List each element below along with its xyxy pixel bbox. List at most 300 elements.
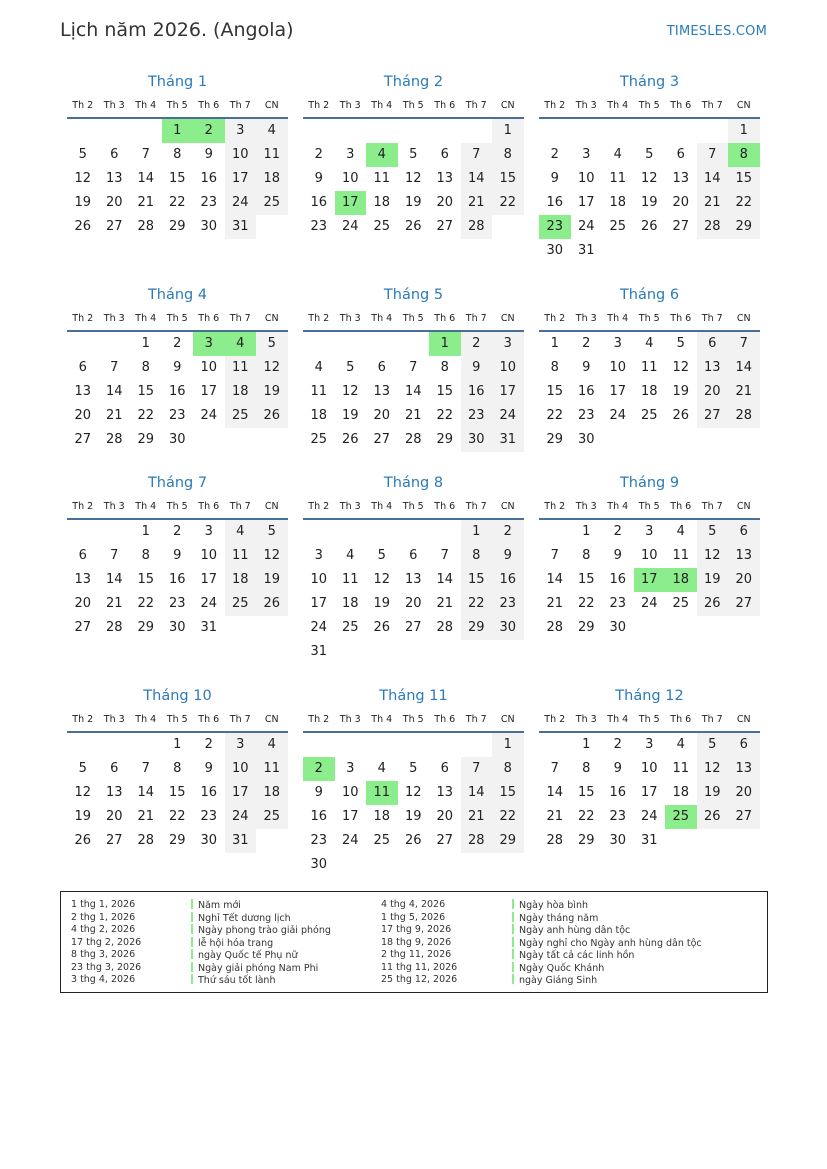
day-cell: 29 — [168, 219, 186, 234]
day-cell: 5 — [409, 761, 418, 776]
legend-holiday-row — [512, 949, 702, 962]
legend-date: 1 thg 1, 2026 — [71, 899, 136, 910]
legend-date: 1 thg 5, 2026 — [381, 911, 446, 923]
day-cell: 16 — [546, 195, 564, 210]
legend-holiday-name: Thứ sáu tốt lành — [198, 975, 276, 986]
empty-cell — [130, 733, 162, 757]
day-cell: 22 — [168, 809, 186, 824]
weekday-label: Th 5 — [638, 501, 660, 512]
weekday-label: Th 3 — [575, 501, 597, 512]
day-cell: 11 — [609, 171, 627, 186]
empty-cell — [665, 119, 697, 143]
day-cell: 9 — [550, 171, 559, 186]
holiday-day-cell: 18 — [665, 568, 697, 592]
day-cell: 19 — [404, 195, 422, 210]
day-cell: 6 — [78, 548, 87, 563]
empty-cell — [130, 119, 162, 143]
weekday-label: CN — [264, 714, 279, 725]
empty-cell — [366, 520, 398, 544]
holiday-marker-icon — [512, 937, 514, 947]
legend-holiday-name: lễ hội hóa trang — [198, 937, 274, 949]
day-cell: 16 — [310, 195, 328, 210]
weekday-label: Th 6 — [670, 313, 692, 324]
day-cell: 21 — [546, 596, 564, 611]
day-cell: 26 — [74, 833, 92, 848]
day-cell: 5 — [697, 520, 729, 544]
day-cell: 3 — [346, 147, 355, 162]
day-cell: 4 — [676, 737, 685, 752]
weekday-label: Th 7 — [229, 501, 251, 512]
day-cell: 3 — [225, 119, 257, 143]
day-cell: 21 — [728, 380, 760, 404]
day-grid — [67, 520, 288, 640]
day-cell: 7 — [141, 761, 150, 776]
day-cell: 23 — [200, 809, 218, 824]
holiday-day-cell: 1 — [429, 332, 461, 356]
day-grid — [303, 332, 524, 452]
day-cell: 29 — [492, 829, 524, 853]
empty-cell — [67, 520, 99, 544]
day-cell: 21 — [697, 191, 729, 215]
day-cell: 27 — [728, 805, 760, 829]
day-cell: 9 — [173, 360, 182, 375]
weekday-header — [303, 95, 524, 119]
day-cell: 30 — [577, 432, 595, 447]
day-cell: 7 — [550, 548, 559, 563]
month-title: Tháng 12 — [615, 688, 684, 704]
day-cell: 4 — [377, 761, 386, 776]
weekday-header — [539, 95, 760, 119]
empty-cell — [398, 733, 430, 757]
day-cell: 19 — [640, 195, 658, 210]
day-cell: 26 — [256, 404, 288, 428]
legend-holiday-name: ngày Giáng Sinh — [519, 975, 598, 986]
weekday-header — [303, 496, 524, 520]
day-cell: 16 — [577, 384, 595, 399]
day-cell: 15 — [137, 572, 155, 587]
day-cell: 8 — [582, 548, 591, 563]
day-cell: 5 — [697, 733, 729, 757]
day-cell: 27 — [697, 404, 729, 428]
day-cell: 28 — [546, 833, 564, 848]
day-cell: 21 — [436, 596, 454, 611]
day-cell: 15 — [492, 167, 524, 191]
day-cell: 7 — [110, 548, 119, 563]
day-cell: 7 — [110, 360, 119, 375]
day-cell: 25 — [256, 805, 288, 829]
day-cell: 2 — [613, 737, 622, 752]
day-cell: 2 — [173, 336, 182, 351]
day-cell: 13 — [74, 384, 92, 399]
day-cell: 2 — [582, 336, 591, 351]
day-cell: 10 — [577, 171, 595, 186]
weekday-header — [303, 709, 524, 733]
day-cell: 5 — [676, 336, 685, 351]
legend-left-dates — [71, 899, 141, 987]
weekday-label: Th 6 — [434, 313, 456, 324]
day-cell: 4 — [613, 147, 622, 162]
day-cell: 14 — [137, 171, 155, 186]
day-cell: 20 — [105, 809, 123, 824]
weekday-header — [539, 308, 760, 332]
day-cell: 9 — [461, 356, 493, 380]
day-cell: 28 — [105, 432, 123, 447]
day-cell: 1 — [461, 520, 493, 544]
day-cell: 24 — [609, 408, 627, 423]
weekday-label: Th 5 — [166, 100, 188, 111]
day-cell: 19 — [404, 809, 422, 824]
day-cell: 8 — [492, 143, 524, 167]
day-cell: 2 — [314, 147, 323, 162]
day-cell: 30 — [609, 620, 627, 635]
day-cell: 14 — [461, 167, 493, 191]
month-block — [303, 687, 524, 877]
legend-date: 23 thg 3, 2026 — [71, 961, 142, 973]
day-cell: 16 — [310, 809, 328, 824]
month-title: Tháng 4 — [147, 287, 208, 303]
holiday-marker-icon — [512, 899, 514, 909]
legend-holiday-row — [512, 899, 702, 912]
day-cell: 9 — [613, 548, 622, 563]
weekday-label: Th 2 — [544, 100, 566, 111]
legend-holiday-row — [191, 962, 331, 975]
empty-cell — [602, 119, 634, 143]
day-grid — [539, 332, 760, 452]
empty-cell — [539, 733, 571, 757]
day-cell: 29 — [577, 833, 595, 848]
day-cell: 6 — [78, 360, 87, 375]
day-cell: 25 — [310, 432, 328, 447]
day-cell: 17 — [341, 809, 359, 824]
day-cell: 24 — [492, 404, 524, 428]
day-cell: 28 — [137, 833, 155, 848]
brand-link[interactable]: TIMESLES.COM — [666, 24, 767, 39]
day-cell: 12 — [341, 384, 359, 399]
day-cell: 14 — [697, 167, 729, 191]
month-title: Tháng 8 — [383, 475, 444, 491]
legend-date: 17 thg 2, 2026 — [71, 936, 142, 948]
day-cell: 31 — [225, 829, 257, 853]
month-block — [539, 687, 760, 853]
weekday-label: Th 3 — [575, 714, 597, 725]
day-cell: 16 — [609, 572, 627, 587]
day-cell: 27 — [404, 620, 422, 635]
day-cell: 24 — [341, 219, 359, 234]
day-cell: 20 — [436, 195, 454, 210]
legend-holiday-row — [191, 924, 331, 937]
day-cell: 16 — [168, 572, 186, 587]
day-cell: 22 — [577, 809, 595, 824]
day-cell: 11 — [225, 544, 257, 568]
weekday-label: Th 6 — [434, 100, 456, 111]
weekday-label: CN — [500, 714, 515, 725]
day-cell: 13 — [697, 356, 729, 380]
legend-holiday-row — [191, 949, 331, 962]
empty-cell — [697, 119, 729, 143]
month-title: Tháng 6 — [619, 287, 680, 303]
day-cell: 10 — [341, 171, 359, 186]
day-cell: 19 — [256, 568, 288, 592]
day-cell: 25 — [640, 408, 658, 423]
weekday-label: Th 7 — [465, 501, 487, 512]
weekday-label: Th 3 — [339, 714, 361, 725]
empty-cell — [366, 332, 398, 356]
empty-cell — [303, 332, 335, 356]
day-cell: 14 — [105, 572, 123, 587]
day-cell: 30 — [200, 219, 218, 234]
day-cell: 23 — [577, 408, 595, 423]
day-cell: 7 — [409, 360, 418, 375]
day-cell: 4 — [225, 520, 257, 544]
weekday-label: Th 6 — [198, 501, 220, 512]
weekday-label: Th 4 — [371, 313, 393, 324]
day-cell: 28 — [728, 404, 760, 428]
month-block — [539, 73, 760, 263]
day-cell: 23 — [609, 809, 627, 824]
day-cell: 17 — [310, 596, 328, 611]
day-cell: 20 — [436, 809, 454, 824]
day-cell: 18 — [672, 785, 690, 800]
empty-cell — [303, 733, 335, 757]
empty-cell — [67, 119, 99, 143]
day-cell: 30 — [168, 432, 186, 447]
day-cell: 10 — [200, 360, 218, 375]
weekday-label: Th 3 — [339, 100, 361, 111]
weekday-label: Th 2 — [308, 714, 330, 725]
weekday-label: Th 3 — [339, 313, 361, 324]
weekday-label: Th 2 — [544, 501, 566, 512]
day-cell: 22 — [137, 596, 155, 611]
holiday-marker-icon — [191, 937, 193, 947]
day-cell: 4 — [645, 336, 654, 351]
month-title: Tháng 5 — [383, 287, 444, 303]
month-block — [303, 73, 524, 239]
day-cell: 24 — [225, 191, 257, 215]
day-cell: 29 — [728, 215, 760, 239]
day-cell: 31 — [577, 243, 595, 258]
day-cell: 31 — [225, 215, 257, 239]
holiday-marker-icon — [191, 962, 193, 972]
legend-date: 17 thg 9, 2026 — [381, 924, 452, 935]
holiday-day-cell: 2 — [303, 757, 335, 781]
day-cell: 17 — [609, 384, 627, 399]
legend-holiday-name: Nghỉ Tết dương lịch — [198, 912, 291, 924]
day-cell: 4 — [314, 360, 323, 375]
day-cell: 26 — [256, 592, 288, 616]
empty-cell — [366, 733, 398, 757]
day-cell: 19 — [341, 408, 359, 423]
day-cell: 10 — [341, 785, 359, 800]
weekday-label: Th 4 — [371, 714, 393, 725]
day-cell: 10 — [310, 572, 328, 587]
day-cell: 21 — [461, 805, 493, 829]
day-grid — [539, 119, 760, 263]
day-cell: 17 — [577, 195, 595, 210]
holiday-marker-icon — [191, 899, 193, 909]
day-cell: 6 — [440, 147, 449, 162]
day-cell: 27 — [672, 219, 690, 234]
empty-cell — [539, 119, 571, 143]
legend-holiday-name: Ngày tháng năm — [519, 912, 599, 924]
legend-date: 8 thg 3, 2026 — [71, 949, 136, 960]
month-block — [303, 474, 524, 664]
day-cell: 27 — [74, 620, 92, 635]
day-cell: 1 — [550, 336, 559, 351]
month-block — [303, 286, 524, 452]
day-cell: 9 — [492, 544, 524, 568]
day-cell: 15 — [546, 384, 564, 399]
day-cell: 21 — [137, 195, 155, 210]
day-cell: 2 — [204, 737, 213, 752]
day-cell: 26 — [341, 432, 359, 447]
day-cell: 24 — [225, 805, 257, 829]
day-cell: 26 — [697, 805, 729, 829]
day-cell: 5 — [645, 147, 654, 162]
day-cell: 25 — [672, 596, 690, 611]
day-cell: 28 — [404, 432, 422, 447]
day-grid — [303, 119, 524, 239]
day-cell: 12 — [697, 757, 729, 781]
legend-holiday-row — [191, 937, 331, 950]
day-cell: 18 — [225, 568, 257, 592]
day-cell: 5 — [256, 520, 288, 544]
weekday-label: CN — [500, 100, 515, 111]
day-cell: 3 — [645, 737, 654, 752]
weekday-label: Th 6 — [198, 313, 220, 324]
day-cell: 13 — [672, 171, 690, 186]
legend-date: 11 thg 11, 2026 — [381, 961, 458, 973]
day-cell: 10 — [200, 548, 218, 563]
day-cell: 27 — [105, 219, 123, 234]
day-cell: 5 — [78, 147, 87, 162]
day-cell: 28 — [436, 620, 454, 635]
weekday-label: Th 6 — [670, 714, 692, 725]
holiday-legend — [60, 891, 768, 993]
day-cell: 23 — [492, 592, 524, 616]
day-cell: 4 — [346, 548, 355, 563]
day-cell: 17 — [225, 167, 257, 191]
day-cell: 25 — [256, 191, 288, 215]
month-title: Tháng 1 — [147, 74, 208, 90]
empty-cell — [335, 733, 367, 757]
day-cell: 18 — [373, 195, 391, 210]
weekday-label: Th 5 — [166, 313, 188, 324]
day-cell: 11 — [256, 757, 288, 781]
day-cell: 24 — [310, 620, 328, 635]
day-cell: 10 — [492, 356, 524, 380]
holiday-marker-icon — [512, 949, 514, 959]
day-cell: 17 — [492, 380, 524, 404]
day-cell: 17 — [225, 781, 257, 805]
day-cell: 22 — [461, 592, 493, 616]
day-cell: 11 — [256, 143, 288, 167]
day-cell: 19 — [256, 380, 288, 404]
legend-holiday-name: Ngày Quốc Khánh — [519, 962, 605, 974]
day-cell: 6 — [728, 520, 760, 544]
empty-cell — [429, 520, 461, 544]
holiday-day-cell: 4 — [225, 332, 257, 356]
day-cell: 1 — [141, 336, 150, 351]
day-cell: 26 — [74, 219, 92, 234]
weekday-label: Th 5 — [166, 714, 188, 725]
day-cell: 10 — [225, 757, 257, 781]
empty-cell — [335, 119, 367, 143]
day-cell: 6 — [697, 332, 729, 356]
holiday-day-cell: 3 — [193, 332, 225, 356]
day-cell: 8 — [173, 761, 182, 776]
day-cell: 14 — [404, 384, 422, 399]
day-cell: 1 — [492, 119, 524, 143]
day-cell: 12 — [640, 171, 658, 186]
day-cell: 18 — [341, 596, 359, 611]
day-cell: 18 — [310, 408, 328, 423]
day-cell: 30 — [461, 428, 493, 452]
weekday-label: Th 6 — [434, 501, 456, 512]
day-cell: 16 — [200, 171, 218, 186]
empty-cell — [539, 520, 571, 544]
day-cell: 9 — [582, 360, 591, 375]
day-cell: 7 — [728, 332, 760, 356]
weekday-label: Th 2 — [72, 313, 94, 324]
empty-cell — [366, 119, 398, 143]
empty-cell — [99, 119, 131, 143]
day-cell: 12 — [404, 785, 422, 800]
day-cell: 7 — [440, 548, 449, 563]
day-cell: 27 — [728, 592, 760, 616]
day-cell: 15 — [577, 572, 595, 587]
day-cell: 12 — [404, 171, 422, 186]
legend-holiday-row — [191, 899, 331, 912]
day-cell: 8 — [141, 360, 150, 375]
day-cell: 25 — [373, 219, 391, 234]
holiday-marker-icon — [512, 912, 514, 922]
empty-cell — [634, 119, 666, 143]
day-cell: 3 — [645, 524, 654, 539]
day-cell: 20 — [404, 596, 422, 611]
weekday-label: Th 6 — [670, 501, 692, 512]
month-block — [67, 687, 288, 853]
day-cell: 1 — [492, 733, 524, 757]
weekday-label: Th 4 — [135, 313, 157, 324]
day-cell: 13 — [373, 384, 391, 399]
page-title: Lịch năm 2026. (Angola) — [60, 19, 294, 41]
day-cell: 24 — [200, 408, 218, 423]
weekday-label: CN — [264, 100, 279, 111]
day-cell: 15 — [492, 781, 524, 805]
weekday-label: Th 7 — [701, 100, 723, 111]
day-cell: 1 — [141, 524, 150, 539]
day-cell: 18 — [640, 384, 658, 399]
weekday-label: Th 2 — [544, 313, 566, 324]
weekday-label: Th 7 — [465, 313, 487, 324]
day-cell: 20 — [74, 408, 92, 423]
legend-date: 4 thg 4, 2026 — [381, 899, 446, 910]
day-cell: 30 — [310, 857, 328, 872]
empty-cell — [429, 119, 461, 143]
day-cell: 9 — [613, 761, 622, 776]
legend-left-names — [191, 899, 331, 987]
day-cell: 21 — [105, 408, 123, 423]
day-grid — [67, 332, 288, 452]
empty-cell — [335, 332, 367, 356]
day-cell: 9 — [314, 785, 323, 800]
empty-cell — [461, 733, 493, 757]
legend-date: 18 thg 9, 2026 — [381, 936, 452, 948]
legend-date: 25 thg 12, 2026 — [381, 974, 458, 985]
day-cell: 8 — [173, 147, 182, 162]
month-title: Tháng 10 — [143, 688, 212, 704]
day-cell: 11 — [672, 548, 690, 563]
